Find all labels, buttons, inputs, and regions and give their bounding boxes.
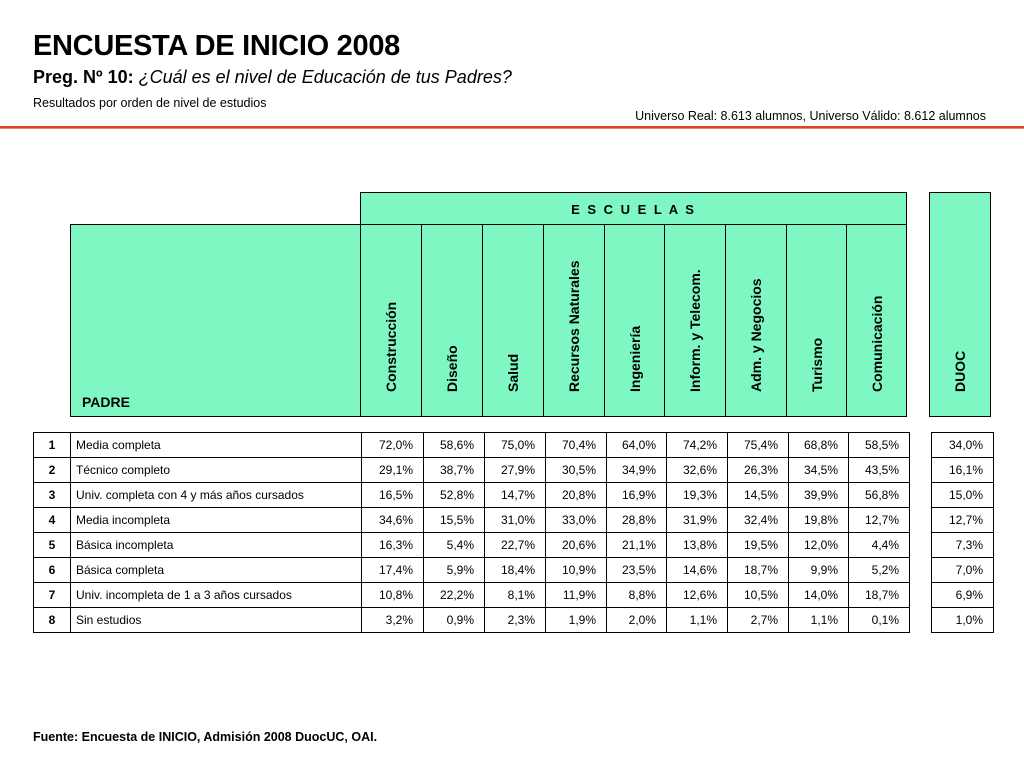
value-cell: 70,4% bbox=[546, 433, 607, 458]
column-header bbox=[725, 224, 787, 417]
value-cell: 28,8% bbox=[607, 508, 667, 533]
duoc-value-cell: 7,3% bbox=[932, 533, 994, 558]
column-header bbox=[846, 224, 907, 417]
value-cell: 0,9% bbox=[424, 608, 485, 633]
row-rank: 2 bbox=[34, 458, 71, 483]
column-header bbox=[786, 224, 847, 417]
row-rank: 4 bbox=[34, 508, 71, 533]
table-row bbox=[34, 608, 994, 633]
column-gap bbox=[910, 433, 932, 458]
value-cell: 14,6% bbox=[667, 558, 728, 583]
column-header-label: Diseño bbox=[444, 345, 460, 392]
padre-label: PADRE bbox=[82, 394, 130, 410]
value-cell: 23,5% bbox=[607, 558, 667, 583]
value-cell: 19,8% bbox=[789, 508, 849, 533]
duoc-value-cell: 16,1% bbox=[932, 458, 994, 483]
value-cell: 56,8% bbox=[849, 483, 910, 508]
value-cell: 20,6% bbox=[546, 533, 607, 558]
duoc-value-cell: 34,0% bbox=[932, 433, 994, 458]
padre-row-header bbox=[70, 224, 361, 417]
value-cell: 29,1% bbox=[362, 458, 424, 483]
value-cell: 38,7% bbox=[424, 458, 485, 483]
value-cell: 22,7% bbox=[485, 533, 546, 558]
value-cell: 4,4% bbox=[849, 533, 910, 558]
value-cell: 1,1% bbox=[667, 608, 728, 633]
header-divider bbox=[0, 126, 1024, 129]
column-header-label: Salud bbox=[505, 353, 521, 392]
value-cell: 14,5% bbox=[728, 483, 789, 508]
duoc-value-cell: 6,9% bbox=[932, 583, 994, 608]
duoc-value-cell: 1,0% bbox=[932, 608, 994, 633]
duoc-value-cell: 7,0% bbox=[932, 558, 994, 583]
question bbox=[33, 67, 512, 88]
column-header-label: Adm. y Negocios bbox=[748, 278, 764, 392]
value-cell: 58,6% bbox=[424, 433, 485, 458]
value-cell: 52,8% bbox=[424, 483, 485, 508]
table-row bbox=[34, 583, 994, 608]
row-label: Univ. completa con 4 y más años cursados bbox=[71, 483, 362, 508]
row-rank: 5 bbox=[34, 533, 71, 558]
table-row bbox=[34, 483, 994, 508]
value-cell: 34,6% bbox=[362, 508, 424, 533]
value-cell: 16,9% bbox=[607, 483, 667, 508]
value-cell: 75,4% bbox=[728, 433, 789, 458]
value-cell: 2,7% bbox=[728, 608, 789, 633]
table-row bbox=[34, 558, 994, 583]
row-label: Media completa bbox=[71, 433, 362, 458]
value-cell: 15,5% bbox=[424, 508, 485, 533]
value-cell: 13,8% bbox=[667, 533, 728, 558]
column-gap bbox=[910, 483, 932, 508]
value-cell: 30,5% bbox=[546, 458, 607, 483]
table-row bbox=[34, 433, 994, 458]
value-cell: 2,3% bbox=[485, 608, 546, 633]
value-cell: 26,3% bbox=[728, 458, 789, 483]
column-header-label: Ingeniería bbox=[626, 325, 643, 392]
column-header-label: Construcción bbox=[383, 301, 399, 392]
source-footer: Fuente: Encuesta de INICIO, Admisión 2008 DuocUC, OAI. bbox=[33, 730, 378, 744]
column-header-label: Recursos Naturales bbox=[566, 260, 582, 392]
column-gap bbox=[910, 558, 932, 583]
row-label: Univ. incompleta de 1 a 3 años cursados bbox=[71, 583, 362, 608]
column-header bbox=[664, 224, 726, 417]
value-cell: 2,0% bbox=[607, 608, 667, 633]
value-cell: 32,6% bbox=[667, 458, 728, 483]
row-label: Básica incompleta bbox=[71, 533, 362, 558]
value-cell: 20,8% bbox=[546, 483, 607, 508]
column-gap bbox=[910, 533, 932, 558]
results-table bbox=[33, 432, 994, 633]
value-cell: 19,5% bbox=[728, 533, 789, 558]
value-cell: 58,5% bbox=[849, 433, 910, 458]
duoc-label: DUOC bbox=[952, 350, 968, 392]
value-cell: 12,7% bbox=[849, 508, 910, 533]
value-cell: 11,9% bbox=[546, 583, 607, 608]
question-label: Preg. Nº 10: bbox=[33, 67, 134, 87]
value-cell: 31,0% bbox=[485, 508, 546, 533]
table-row bbox=[34, 508, 994, 533]
value-cell: 1,9% bbox=[546, 608, 607, 633]
value-cell: 5,4% bbox=[424, 533, 485, 558]
column-gap bbox=[910, 608, 932, 633]
value-cell: 39,9% bbox=[789, 483, 849, 508]
value-cell: 27,9% bbox=[485, 458, 546, 483]
column-gap bbox=[910, 583, 932, 608]
column-header-label: Turismo bbox=[808, 337, 825, 392]
row-label: Técnico completo bbox=[71, 458, 362, 483]
row-rank: 7 bbox=[34, 583, 71, 608]
value-cell: 18,7% bbox=[849, 583, 910, 608]
value-cell: 19,3% bbox=[667, 483, 728, 508]
column-header bbox=[482, 224, 544, 417]
value-cell: 17,4% bbox=[362, 558, 424, 583]
duoc-value-cell: 12,7% bbox=[932, 508, 994, 533]
column-header-label: Comunicación bbox=[868, 295, 885, 392]
row-label: Media incompleta bbox=[71, 508, 362, 533]
value-cell: 74,2% bbox=[667, 433, 728, 458]
row-rank: 3 bbox=[34, 483, 71, 508]
column-header bbox=[360, 224, 422, 417]
question-text: ¿Cuál es el nivel de Educación de tus Padres? bbox=[138, 67, 512, 87]
value-cell: 75,0% bbox=[485, 433, 546, 458]
column-header bbox=[604, 224, 665, 417]
row-rank: 1 bbox=[34, 433, 71, 458]
value-cell: 22,2% bbox=[424, 583, 485, 608]
value-cell: 43,5% bbox=[849, 458, 910, 483]
value-cell: 10,9% bbox=[546, 558, 607, 583]
column-header-label: Inform. y Telecom. bbox=[687, 269, 703, 392]
duoc-value-cell: 15,0% bbox=[932, 483, 994, 508]
duoc-column-header bbox=[929, 192, 991, 417]
value-cell: 9,9% bbox=[789, 558, 849, 583]
value-cell: 16,5% bbox=[362, 483, 424, 508]
value-cell: 3,2% bbox=[362, 608, 424, 633]
value-cell: 16,3% bbox=[362, 533, 424, 558]
value-cell: 8,1% bbox=[485, 583, 546, 608]
value-cell: 1,1% bbox=[789, 608, 849, 633]
table-row bbox=[34, 533, 994, 558]
column-header bbox=[421, 224, 483, 417]
value-cell: 10,8% bbox=[362, 583, 424, 608]
value-cell: 14,0% bbox=[789, 583, 849, 608]
value-cell: 34,9% bbox=[607, 458, 667, 483]
value-cell: 18,7% bbox=[728, 558, 789, 583]
value-cell: 31,9% bbox=[667, 508, 728, 533]
page-title: ENCUESTA DE INICIO 2008 bbox=[33, 30, 400, 62]
subtitle: Resultados por orden de nivel de estudios bbox=[33, 96, 267, 110]
value-cell: 12,6% bbox=[667, 583, 728, 608]
row-label: Básica completa bbox=[71, 558, 362, 583]
row-label: Sin estudios bbox=[71, 608, 362, 633]
value-cell: 8,8% bbox=[607, 583, 667, 608]
value-cell: 34,5% bbox=[789, 458, 849, 483]
value-cell: 21,1% bbox=[607, 533, 667, 558]
value-cell: 5,2% bbox=[849, 558, 910, 583]
value-cell: 72,0% bbox=[362, 433, 424, 458]
value-cell: 5,9% bbox=[424, 558, 485, 583]
column-header bbox=[543, 224, 605, 417]
escuelas-group-header: E S C U E L A S bbox=[360, 192, 907, 225]
value-cell: 12,0% bbox=[789, 533, 849, 558]
row-rank: 8 bbox=[34, 608, 71, 633]
column-gap bbox=[910, 458, 932, 483]
value-cell: 33,0% bbox=[546, 508, 607, 533]
table-row bbox=[34, 458, 994, 483]
value-cell: 32,4% bbox=[728, 508, 789, 533]
column-gap bbox=[910, 508, 932, 533]
value-cell: 64,0% bbox=[607, 433, 667, 458]
value-cell: 14,7% bbox=[485, 483, 546, 508]
value-cell: 18,4% bbox=[485, 558, 546, 583]
universe-note: Universo Real: 8.613 alumnos, Universo Válido: 8.612 alumnos bbox=[635, 109, 986, 123]
value-cell: 0,1% bbox=[849, 608, 910, 633]
row-rank: 6 bbox=[34, 558, 71, 583]
value-cell: 10,5% bbox=[728, 583, 789, 608]
value-cell: 68,8% bbox=[789, 433, 849, 458]
